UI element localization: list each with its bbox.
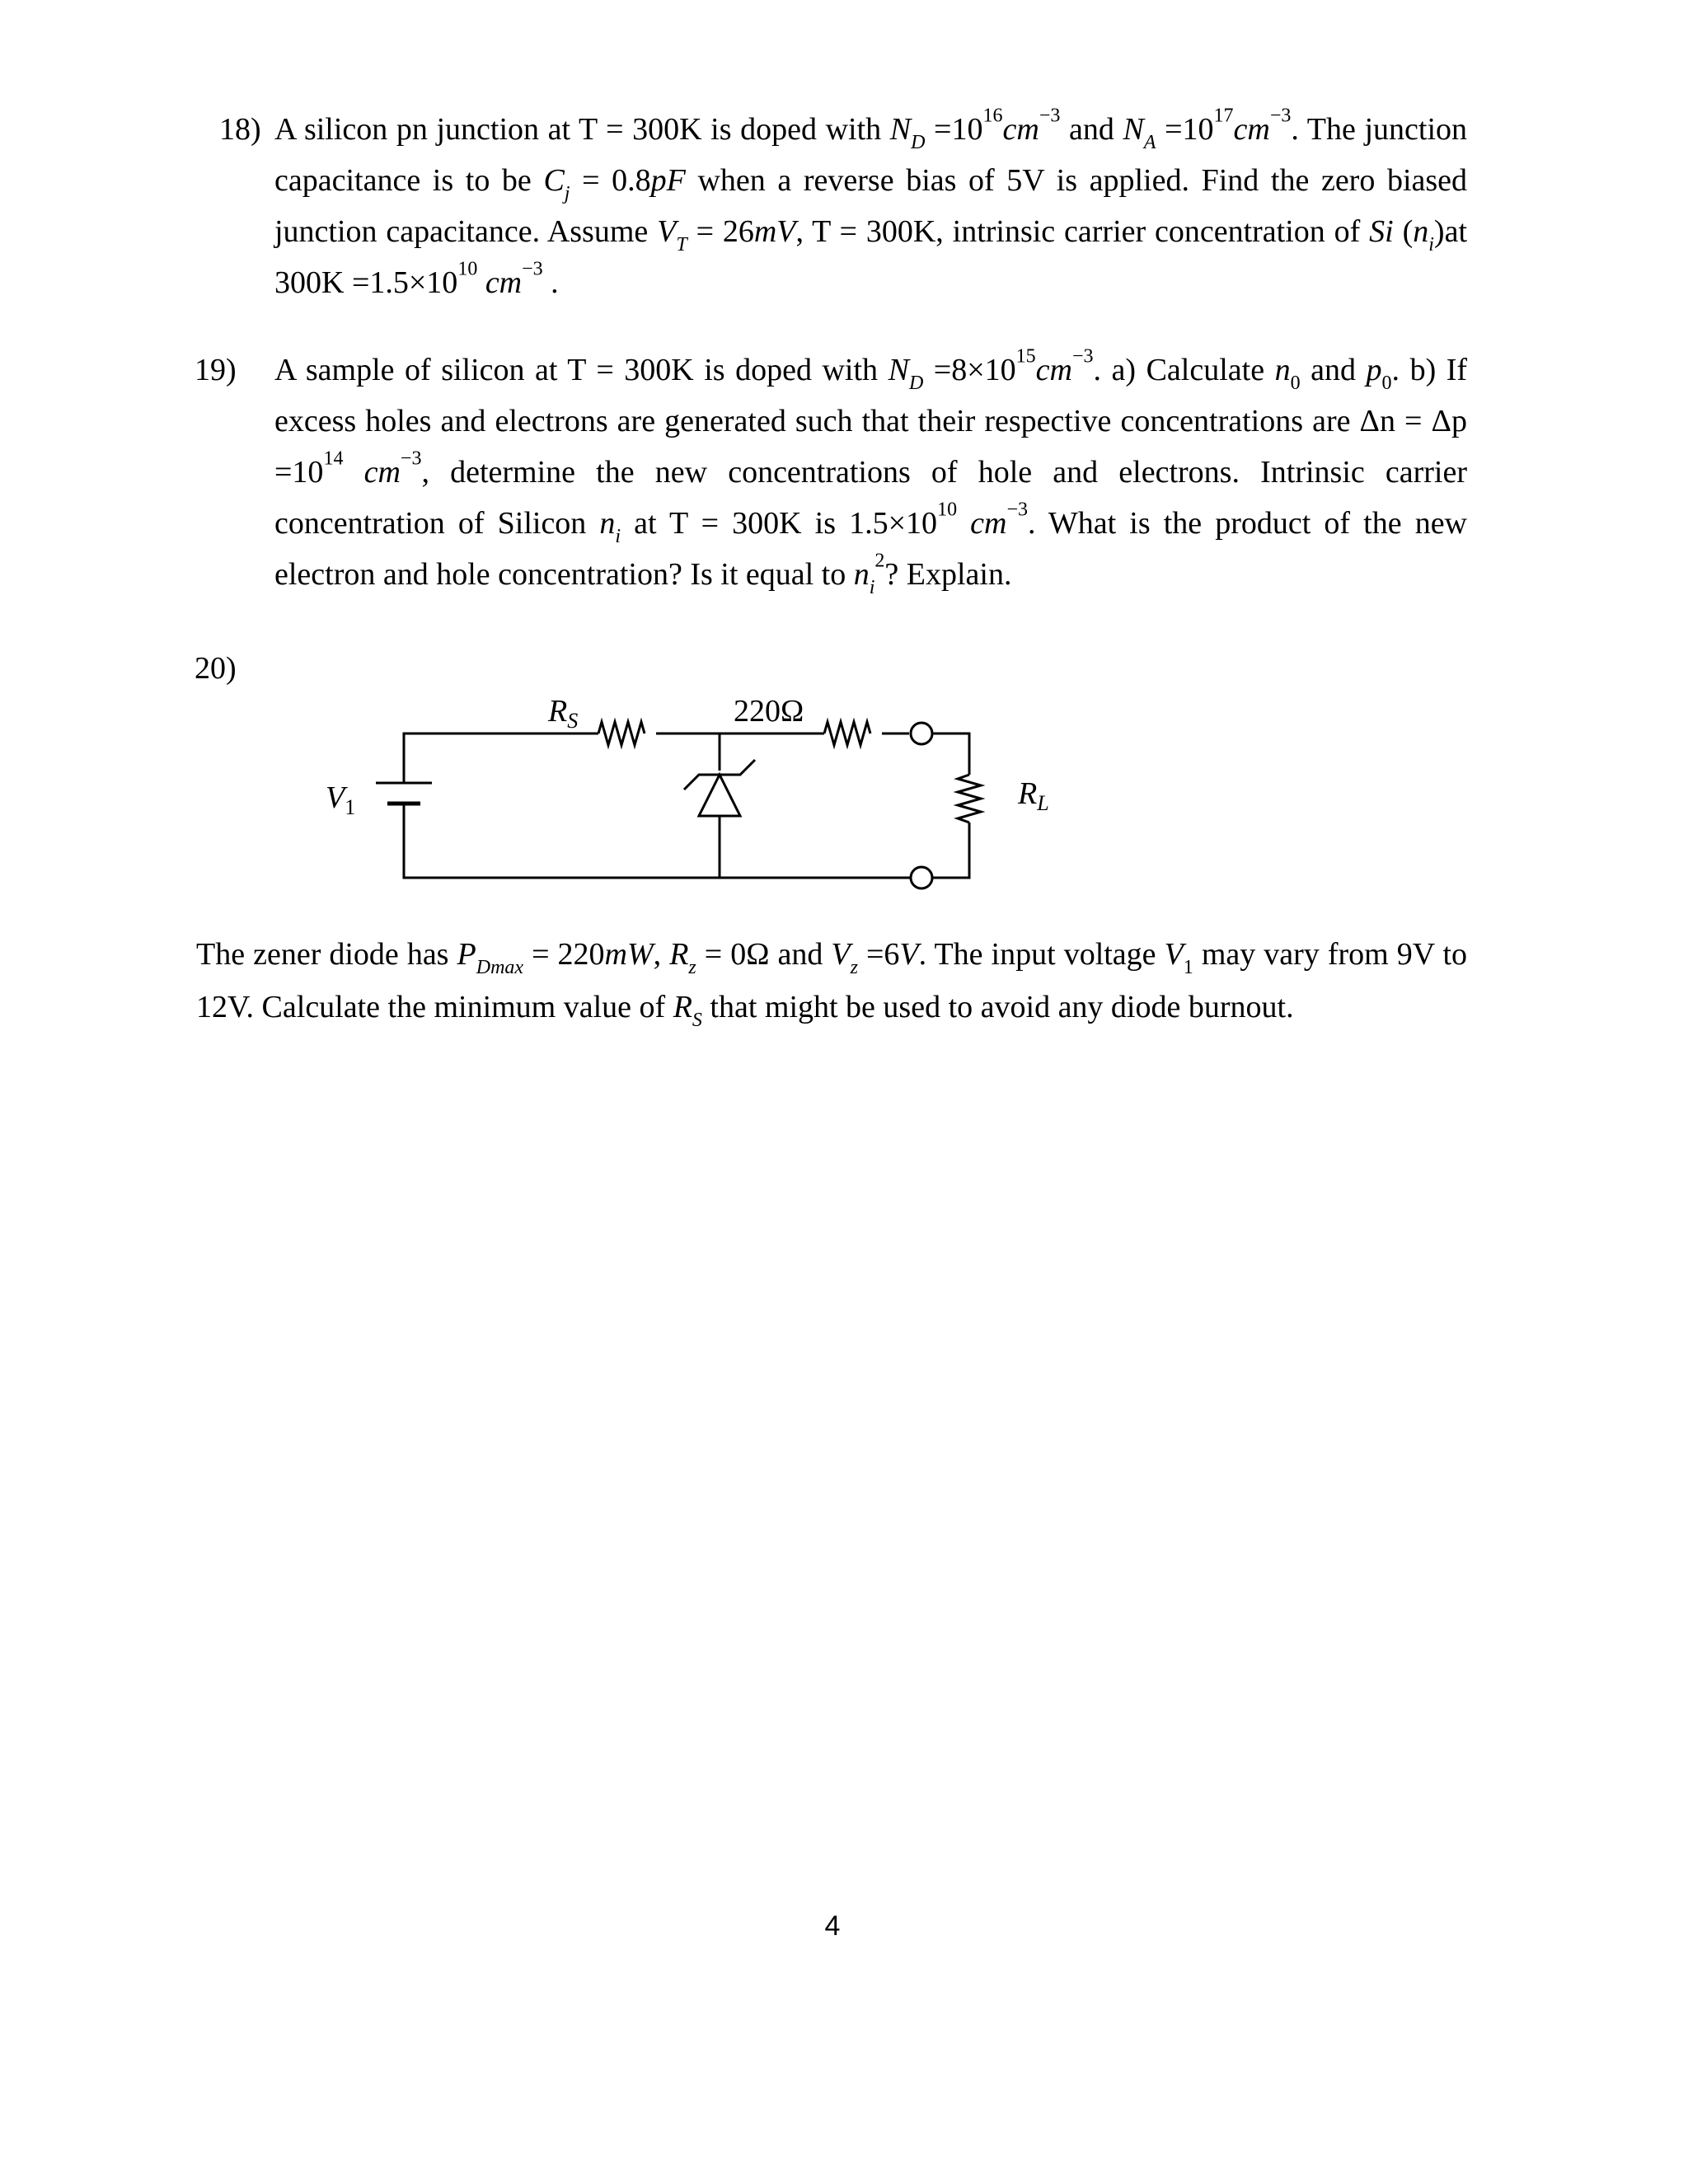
- zener-circuit-diagram: [0, 0, 1688, 989]
- q20-number: 20): [195, 651, 237, 686]
- r220-label: 220Ω: [734, 694, 804, 729]
- rs-label: $R_S$: [548, 694, 579, 733]
- q18-number: 18): [219, 112, 261, 147]
- rl-label: $R_L$: [1018, 776, 1049, 815]
- rl-resistor: [958, 775, 981, 823]
- r220-resistor: [824, 722, 870, 745]
- zener-triangle: [699, 775, 740, 816]
- wire-top-right: [932, 733, 969, 775]
- output-terminal-bottom: [911, 867, 932, 888]
- wire-bottom: [404, 804, 911, 878]
- v1-label: $V_1$: [326, 780, 356, 819]
- q19-number: 19): [195, 353, 237, 387]
- q19-text: A sample of silicon at T = 300K is doped with $N_D =8\times 10^{15}cm^{-3}$. a) Calculate $n_0$ and $p_0$. b) If excess holes and electrons are generated such that their respective concentrations are $\Delta n = \Delta p =10^{14}$ $cm^{-3}$, determine the new concentrations of hole and electrons. Intrinsic carrier concentration of Silicon $n_i$ at T = 300K is $1.5\times 10^{10}$ $cm^{-3}$. What is the product of the new electron and hole concentration? Is it equal to $n_i^2$? Explain.: [274, 345, 1468, 598]
- wire-bottom-right: [932, 823, 969, 878]
- q20-text: The zener diode has $P_{Dmax} = 220mW$, $R_z = 0\Omega$ and $V_z =6V$. The input voltage $V_1$ may vary from 9V to 12V. Calculate the minimum value of $R_S$ that might be used to avoid any diode burnout.: [196, 937, 1468, 1031]
- rs-resistor: [598, 722, 645, 745]
- wire-top-left: [404, 733, 598, 783]
- output-terminal-top: [911, 723, 932, 744]
- page-number: 4: [824, 1910, 841, 1942]
- q18-text: A silicon pn junction at T = 300K is doped with $N_D =10^{16}cm^{-3}$ and $N_A =10^{17}cm^{-3}$. The junction capacitance is to be $C_j = 0.8pF$ when a reverse bias of 5V is applied. Find the zero biased junction capacitance. Assume $V_T = 26mV$, T = 300K, intrinsic carrier concentration of Si $(n_i)at$ $300K =1.5\times 10^{10}$ $cm^{-3}$ .: [274, 105, 1468, 300]
